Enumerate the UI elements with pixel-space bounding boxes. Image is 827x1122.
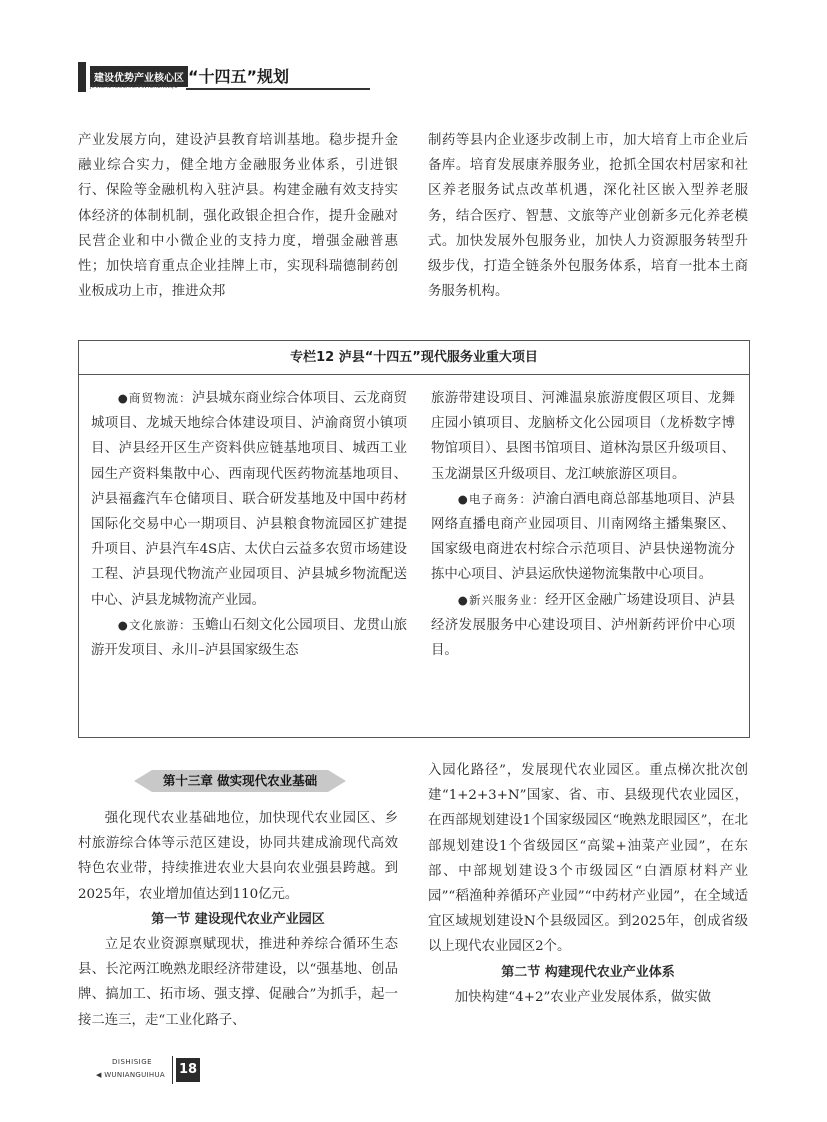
section-1-continued: 入园化路径”，发展现代农业园区。重点梯次批次创建“1+2+3+N”国家、省、市、县级现代农业园区，在西部规划建设1个国家级园区“晚熟龙眼园区”，在北部规划建设1个省级园区“高粱+油菜产业园”，在东部、中部规划建设3个市级园区“白酒原材料产业园”“稻渔种养循环产业园”“中药材产业园”，在全域适宜区域规划建设N个县级园区。到2025年，创成省级以上现代农业园区2个。 bbox=[428, 763, 748, 955]
top-left-paragraph: 产业发展方向，建设泸县教育培训基地。稳步提升金融业综合实力，健全地方金融服务业体系，引进银行、保险等金融机构入驻泸县。构建金融有效支持实体经济的体制机制，强化政银企担合作，提升金融对民营企业和中小微企业的支持力度，增强金融普惠性；加快培育重点企业挂牌上市，实现科瑞德制药创业板成功上市，推进众邦 bbox=[78, 133, 398, 300]
box-item-category: ●商贸物流： bbox=[117, 391, 192, 405]
chapter-banner bbox=[134, 770, 346, 792]
header-title: “十四五”规划 bbox=[188, 67, 290, 86]
box-item-text: 泸渝白酒电商总部基地项目、泸县网络直播电商产业园项目、川南网络主播集聚区、国家级电商进农村综合示范项目、泸县快递物流分拣中心项目、泸县运欣快递物流集散中心项目。 bbox=[431, 491, 735, 583]
page-number: 18 bbox=[176, 1058, 200, 1082]
header-accent-bar bbox=[78, 62, 86, 92]
page-header bbox=[78, 62, 294, 100]
box-item-emerging-services bbox=[431, 588, 735, 664]
section-1-title: 第一节 建设现代农业产业园区 bbox=[151, 911, 325, 927]
feature-box-right-column bbox=[431, 386, 735, 663]
section-1-text: 立足农业资源禀赋现状，推进种养综合循环生态县、长沱两江晚熟龙眼经济带建设，以“强基地、创品牌、搞加工、拓市场、强支撑、促融合”为抓手，起一接二连三，走“工业化路子、 bbox=[78, 937, 398, 1028]
page-footer bbox=[96, 1056, 216, 1086]
top-right-column bbox=[428, 128, 748, 304]
box-item-text: 旅游带建设项目、河滩温泉旅游度假区项目、龙舞庄园小镇项目、龙脑桥文化公园项目（龙桥数字博物馆项目）、县图书馆项目、道林沟景区升级项目、玉龙湖景区升级项目、龙江峡旅游区项目。 bbox=[431, 391, 735, 482]
chapter-intro: 强化现代农业基础地位，加快现代农业园区、乡村旅游综合体等示范区建设，协同共建成渝现代高效特色农业带，持续推进农业大县向农业强县跨越。到2025年，农业增加值达到110亿元。 bbox=[78, 811, 398, 902]
box-item-tourism-continued bbox=[431, 386, 735, 487]
bottom-left-column bbox=[78, 806, 398, 1033]
banner-right-arrow bbox=[328, 770, 346, 792]
box-item-text: 泸县城东商业综合体项目、云龙商贸城项目、龙城天地综合体建设项目、泸渝商贸小镇项目、泸县经开区生产资料供应链基地项目、城西工业园生产资料集散中心、西南现代医药物流基地项目、泸县福鑫汽车仓储项目、联合研发基地及中国中药材国际化交易中心一期项目、泸县粮食物流园区扩建提升项目、泸县汽车4S店、太伏白云益多农贸市场建设工程、泸县现代物流产业园项目、泸县城乡物流配送中心、泸县龙城物流产业园。 bbox=[91, 391, 407, 608]
banner-left-arrow bbox=[134, 770, 152, 792]
header-pinyin: JIANSHEYOUSHICHANYEHEXINQU bbox=[90, 84, 178, 90]
footer-pinyin-2: ◀ WUNIANGUIHUA bbox=[96, 1071, 165, 1079]
footer-pinyin-1: DISHISIGE bbox=[112, 1058, 153, 1066]
box-item-category: ●文化旅游： bbox=[117, 617, 192, 632]
box-item-text: 经开区金融广场建设项目、泸县经济发展服务中心建设项目、泸州新药评价中心项目。 bbox=[431, 592, 735, 659]
box-item-category: ●电子商务： bbox=[457, 491, 533, 506]
bottom-right-column bbox=[428, 758, 748, 1010]
box-item-ecommerce bbox=[431, 487, 735, 588]
chapter-title: 第十三章 做实现代农业基础 bbox=[152, 770, 328, 792]
header-rule bbox=[186, 88, 370, 90]
section-2-text: 加快构建“4+2”农业产业发展体系，做实做 bbox=[454, 989, 711, 1005]
feature-box-left-column bbox=[91, 386, 407, 663]
top-right-paragraph: 制药等县内企业逐步改制上市，加大培育上市企业后备库。培育发展康养服务业，抢抓全国农村居家和社区养老服务试点改革机遇，深化社区嵌入型养老服务，结合医疗、智慧、文旅等产业创新多元化养老模式。加快发展外包服务业，加快人力资源服务转型升级步伐，打造全链条外包服务体系，培育一批本土商务服务机构。 bbox=[428, 133, 748, 300]
feature-box-title: 专栏12 泸县“十四五”现代服务业重大项目 bbox=[79, 341, 749, 375]
feature-box bbox=[78, 340, 750, 738]
footer-separator bbox=[172, 1056, 173, 1084]
box-item-culture-tourism bbox=[91, 613, 407, 663]
section-2-title: 第二节 构建现代农业产业体系 bbox=[501, 964, 675, 980]
header-tag: 建设优势产业核心区 bbox=[90, 66, 188, 87]
top-left-column bbox=[78, 128, 398, 304]
box-item-commerce bbox=[91, 386, 407, 613]
box-item-text: 玉蟾山石刻文化公园项目、龙贯山旅游开发项目、永川–泸县国家级生态 bbox=[91, 617, 407, 659]
box-item-category: ●新兴服务业： bbox=[457, 592, 546, 607]
